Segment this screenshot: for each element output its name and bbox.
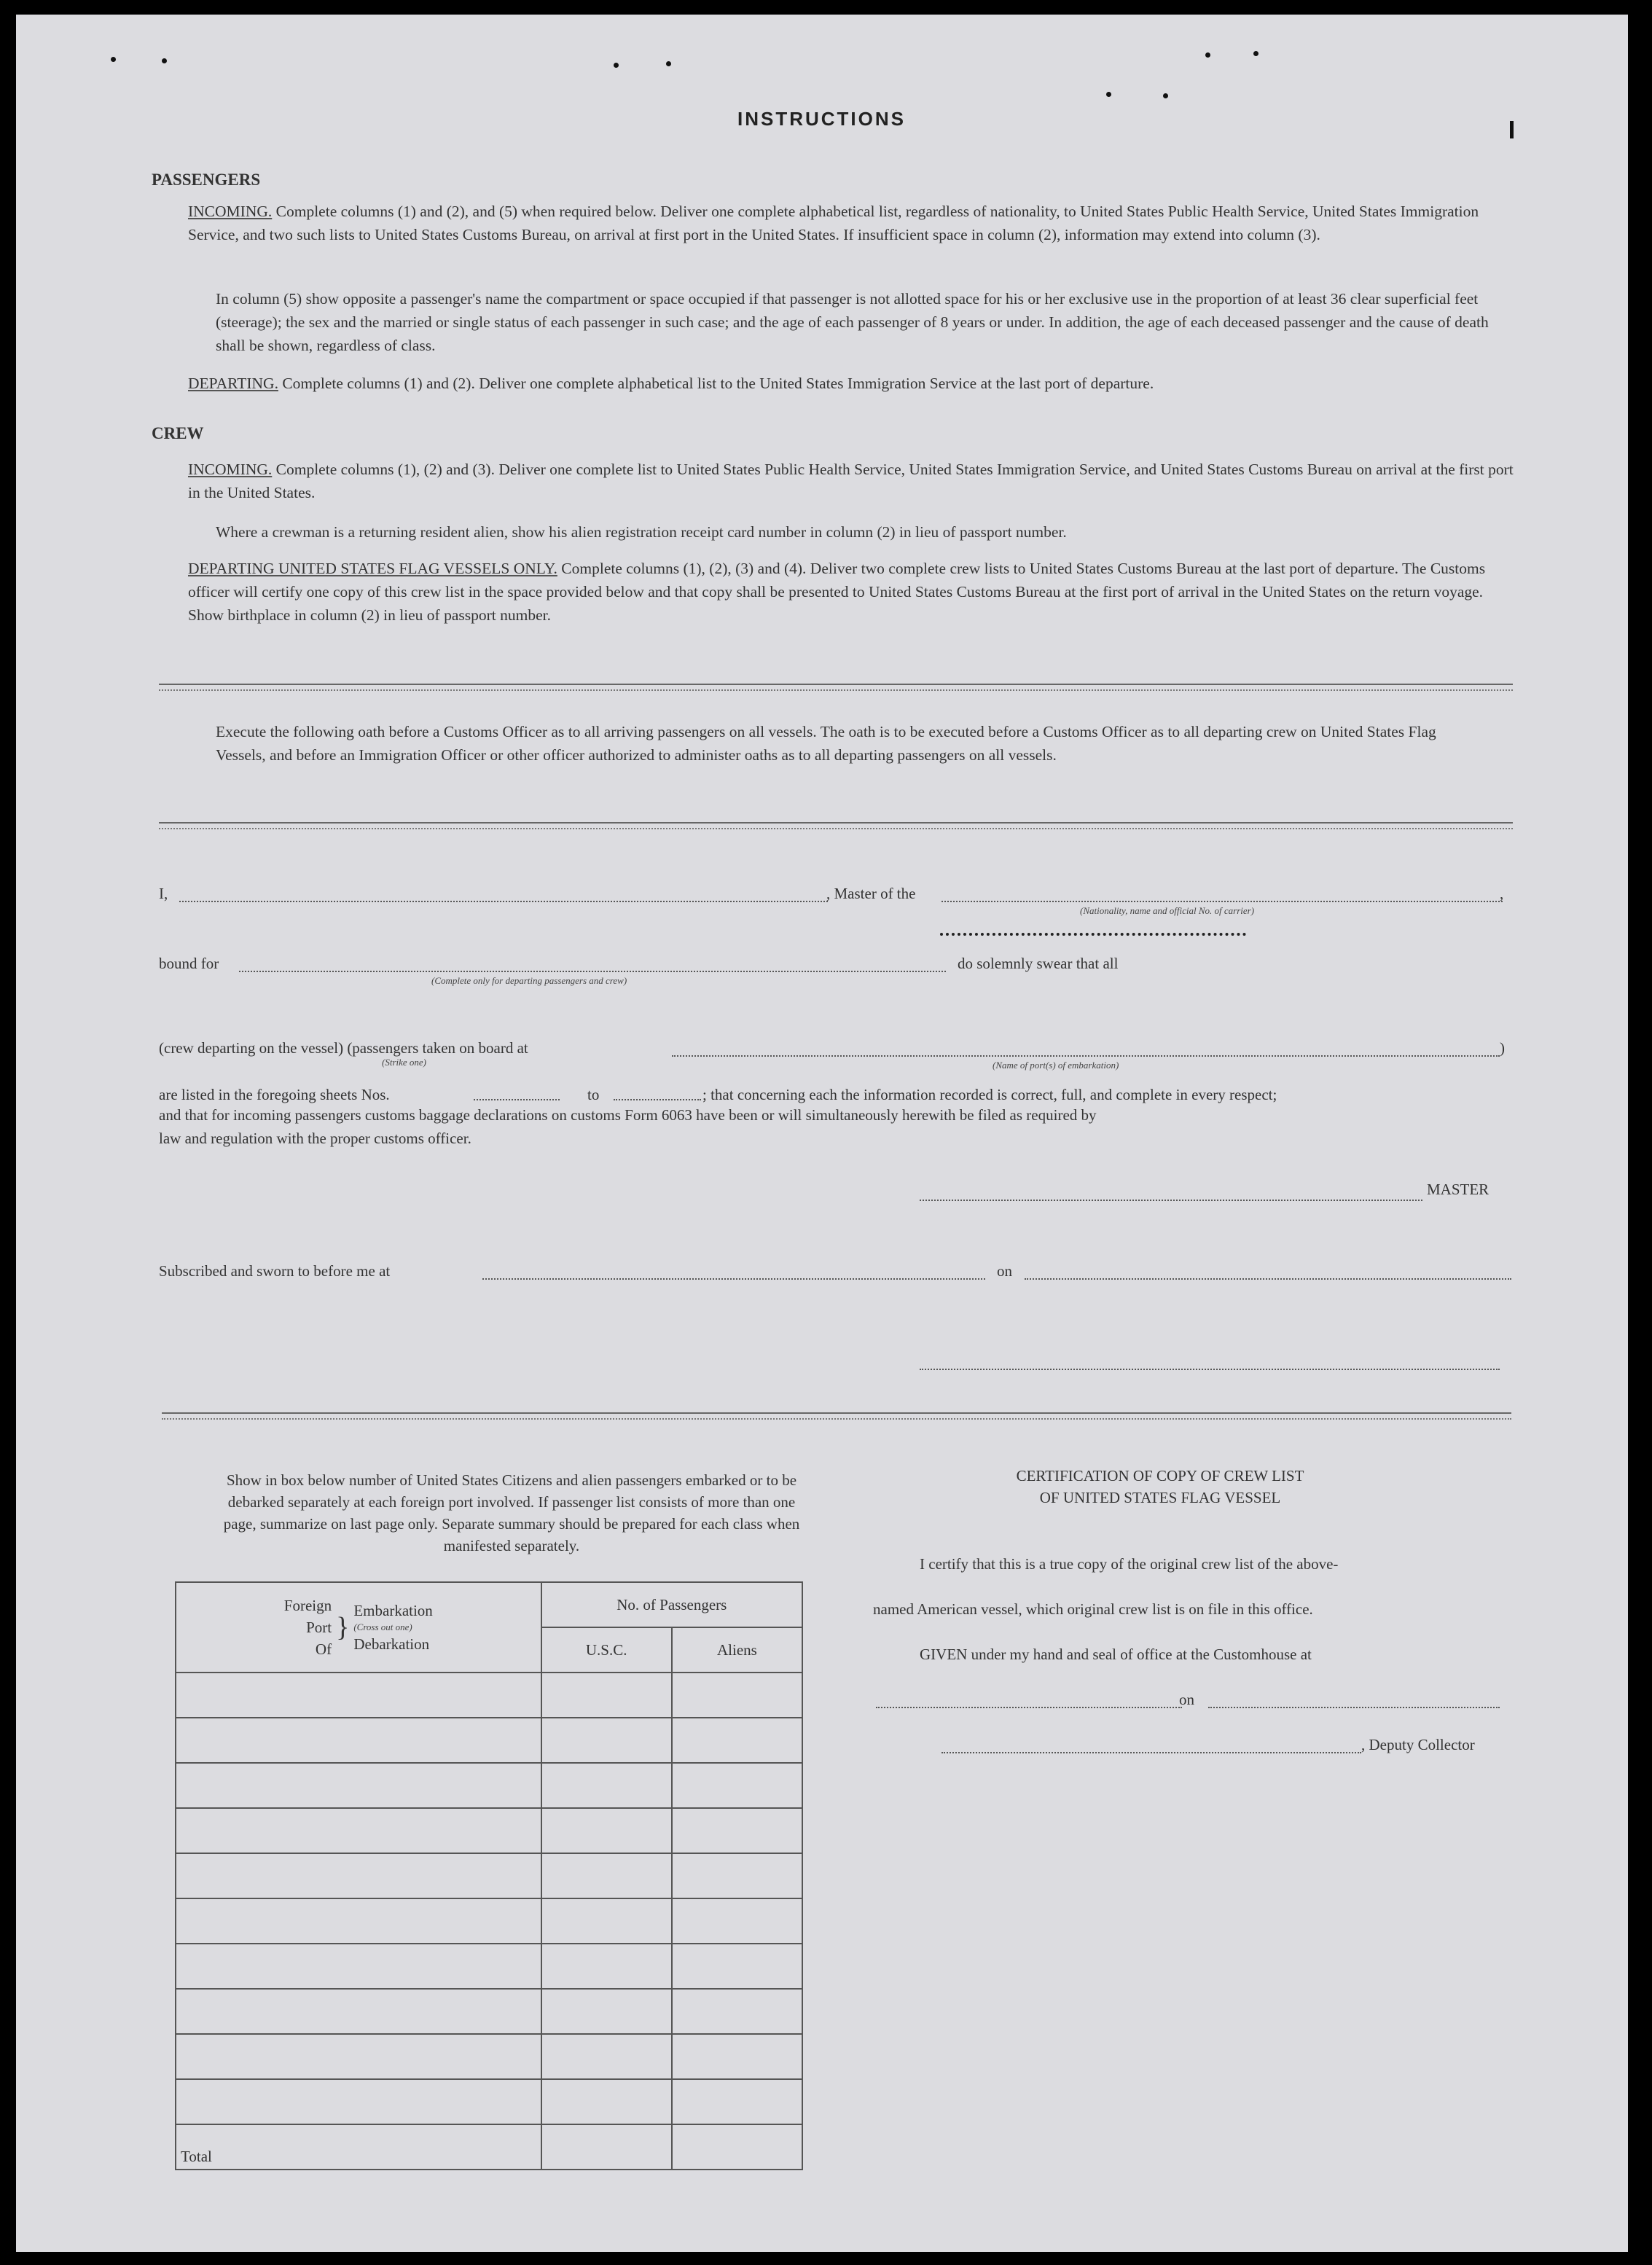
brace-icon: } <box>336 1612 350 1643</box>
aliens-cell[interactable] <box>672 1718 802 1763</box>
officer-signature-line[interactable] <box>920 1369 1500 1370</box>
aliens-cell[interactable] <box>672 1898 802 1944</box>
usc-cell[interactable] <box>541 2079 672 2124</box>
master-of-label: , Master of the <box>826 885 916 902</box>
baggage-declaration-text: and that for incoming passengers customs baggage declarations on customs Form 6063 have been or will simultaneously herewith be filed as required by <box>159 1106 1097 1124</box>
scan-dots <box>940 933 1246 936</box>
usc-cell[interactable] <box>541 1808 672 1853</box>
passengers-departing <box>188 372 1514 395</box>
passengers-column5-note: In column (5) show opposite a passenger's name the compartment or space occupied if that passenger is not allotted space for his or her exclusive use in the proportion of at least 36 clear superficial feet (steerage); the sex and the married or single status of each passenger in such case; and the age of each passenger of 8 years or under. In addition, the age of each deceased passenger and the cause of death shall be shown, regardless of class. <box>216 290 1489 354</box>
aliens-cell[interactable] <box>672 1944 802 1989</box>
page-title: INSTRUCTIONS <box>737 108 906 130</box>
port-cell[interactable] <box>176 1763 541 1808</box>
table-row <box>176 1763 802 1808</box>
certify-date-field[interactable] <box>1208 1707 1500 1708</box>
regulation-text: law and regulation with the proper customs officer. <box>159 1130 471 1147</box>
certify-line-2: named American vessel, which original crew list is on file in this office. <box>873 1600 1313 1618</box>
header-embarkation: Embarkation <box>353 1602 433 1619</box>
port-cell[interactable] <box>176 1989 541 2034</box>
aliens-cell[interactable] <box>672 2034 802 2079</box>
bound-for-field[interactable] <box>239 971 946 972</box>
aliens-cell[interactable] <box>672 1763 802 1808</box>
crew-departing <box>188 557 1514 627</box>
certify-on-label: on <box>1179 1691 1194 1708</box>
certification-heading <box>847 1465 1473 1509</box>
table-row <box>176 1853 802 1898</box>
master-signature-line[interactable] <box>920 1200 1422 1201</box>
customhouse-field[interactable] <box>876 1707 1182 1708</box>
master-label: MASTER <box>1427 1181 1489 1198</box>
port-cell[interactable] <box>176 1898 541 1944</box>
passengers-incoming <box>188 200 1514 246</box>
total-aliens-cell[interactable] <box>672 2124 802 2170</box>
carrier-field[interactable] <box>942 901 1503 902</box>
usc-cell[interactable] <box>541 1718 672 1763</box>
crew-incoming <box>188 458 1514 504</box>
scan-speck <box>1163 93 1168 98</box>
scan-mark <box>1510 121 1514 138</box>
crew-departing-label: DEPARTING UNITED STATES FLAG VESSELS ONLY. <box>188 560 557 577</box>
subscribed-label: Subscribed and sworn to before me at <box>159 1262 391 1280</box>
port-cell[interactable] <box>176 1808 541 1853</box>
port-header-cell <box>176 1582 541 1673</box>
scan-speck <box>1253 51 1258 56</box>
sheet-to-field[interactable] <box>614 1099 701 1100</box>
sheets-to: to <box>587 1086 600 1103</box>
port-cell[interactable] <box>176 1944 541 1989</box>
crew-incoming-text: Complete columns (1), (2) and (3). Deliver one complete list to United States Public Health Service, United States Immigration Service, and United States Customs Bureau on arrival at the first port in the United States. <box>188 461 1514 501</box>
passenger-summary-table <box>175 1581 803 2170</box>
usc-cell[interactable] <box>541 1944 672 1989</box>
crew-heading: CREW <box>152 424 204 442</box>
aliens-cell[interactable] <box>672 1673 802 1718</box>
sheet-from-field[interactable] <box>474 1099 560 1100</box>
sheets-statement <box>159 1083 1514 1106</box>
section-divider <box>162 1412 1511 1420</box>
scan-speck <box>666 61 671 66</box>
port-cell[interactable] <box>176 1718 541 1763</box>
table-row <box>176 2079 802 2124</box>
strike-one-note: (Strike one) <box>382 1057 427 1068</box>
header-port: Port <box>306 1619 332 1636</box>
table-row <box>176 1808 802 1853</box>
carrier-comma: , <box>1500 885 1504 902</box>
usc-cell[interactable] <box>541 1853 672 1898</box>
aliens-cell[interactable] <box>672 1989 802 2034</box>
total-usc-cell[interactable] <box>541 2124 672 2170</box>
port-cell[interactable] <box>176 1673 541 1718</box>
scan-speck <box>1106 92 1111 97</box>
master-name-field[interactable] <box>179 901 828 902</box>
certification-heading-line2: OF UNITED STATES FLAG VESSEL <box>1039 1489 1281 1506</box>
port-cell[interactable] <box>176 1853 541 1898</box>
scan-speck <box>111 57 116 62</box>
crew-incoming-label: INCOMING. <box>188 461 273 478</box>
port-cell[interactable] <box>176 2079 541 2124</box>
scan-speck <box>1205 52 1210 58</box>
header-aliens: Aliens <box>672 1627 802 1673</box>
aliens-cell[interactable] <box>672 1853 802 1898</box>
sworn-on-label: on <box>997 1262 1012 1280</box>
table-row <box>176 1944 802 1989</box>
usc-cell[interactable] <box>541 1989 672 2034</box>
oath-instruction: Execute the following oath before a Customs Officer as to all arriving passengers on all vessels. The oath is to be executed before a Customs Officer as to all departing crew on United States Flag Vessels, and before an Immigration Officer or other officer authorized to administer oaths as to all departing passengers on all vessels. <box>216 723 1436 764</box>
header-no-passengers: No. of Passengers <box>541 1582 802 1627</box>
carrier-field-note: (Nationality, name and official No. of carrier) <box>1080 905 1255 916</box>
certification-heading-line1: CERTIFICATION OF COPY OF CREW LIST <box>1016 1467 1304 1484</box>
usc-cell[interactable] <box>541 1898 672 1944</box>
sheets-text-a: are listed in the foregoing sheets Nos. <box>159 1086 390 1103</box>
crew-passengers-text: (crew departing on the vessel) (passengers taken on board at <box>159 1039 528 1057</box>
port-cell[interactable] <box>176 2034 541 2079</box>
usc-cell[interactable] <box>541 2034 672 2079</box>
embarkation-ports-field[interactable] <box>672 1055 1500 1057</box>
passengers-departing-text: Complete columns (1) and (2). Deliver one complete alphabetical list to the United States Immigration Service at the last port of departure. <box>282 375 1154 392</box>
header-usc: U.S.C. <box>541 1627 672 1673</box>
certify-line-3: GIVEN under my hand and seal of office at the Customhouse at <box>920 1646 1312 1663</box>
deputy-collector-signature[interactable] <box>942 1752 1361 1753</box>
swear-text: do solemnly swear that all <box>958 955 1119 972</box>
summary-instruction: Show in box below number of United States Citizens and alien passengers embarked or to be debarked separately at each foreign port involved. If passenger list consists of more than one page, summarize on last page only. Separate summary should be prepared for each class when manifested separately. <box>223 1471 800 1554</box>
header-debarkation: Debarkation <box>353 1635 430 1653</box>
certify-line-1: I certify that this is a true copy of the original crew list of the above- <box>920 1555 1339 1573</box>
passengers-heading: PASSENGERS <box>152 171 261 189</box>
usc-cell[interactable] <box>541 1673 672 1718</box>
table-row <box>176 1673 802 1718</box>
passengers-incoming-label: INCOMING. <box>188 203 273 220</box>
close-paren: ) <box>1500 1039 1505 1057</box>
section-divider <box>159 684 1513 691</box>
table-row <box>176 1898 802 1944</box>
aliens-cell[interactable] <box>672 1808 802 1853</box>
sheets-text-b: ; that concerning each the information recorded is correct, full, and complete in every respect; <box>702 1086 1277 1103</box>
table-row <box>176 2034 802 2079</box>
aliens-cell[interactable] <box>672 2079 802 2124</box>
scan-speck <box>162 58 167 63</box>
table-row <box>176 1718 802 1763</box>
oath-i-label: I, <box>159 885 168 902</box>
sworn-date-field[interactable] <box>1025 1278 1511 1280</box>
deputy-collector-label: , Deputy Collector <box>1361 1736 1475 1753</box>
passengers-incoming-text: Complete columns (1) and (2), and (5) when required below. Deliver one complete alphabetical list, regardless of nationality, to United States Public Health Service, United States Immigration Service, and two such lists to United States Customs Bureau, on arrival at first port in the United States. If insufficient space in column (2), information may extend into column (3). <box>188 203 1479 243</box>
ports-note: (Name of port(s) of embarkation) <box>993 1060 1119 1071</box>
usc-cell[interactable] <box>541 1763 672 1808</box>
sworn-place-field[interactable] <box>482 1278 985 1280</box>
section-divider <box>159 822 1513 829</box>
total-label: Total <box>176 2124 541 2170</box>
header-foreign: Foreign <box>283 1597 332 1614</box>
header-cross-out-one: (Cross out one) <box>353 1622 412 1632</box>
crew-departing-text: Complete columns (1), (2), (3) and (4). Deliver two complete crew lists to United States Customs Bureau at the last port of departure. The Customs officer will certify one copy of this crew list in the space provided below and that copy shall be presented to United States Customs Bureau at the first port of arrival in the United States on the return voyage. Show birthplace in column (2) in lieu of passport number. <box>188 560 1486 624</box>
passengers-departing-label: DEPARTING. <box>188 375 278 392</box>
crew-resident-alien-note: Where a crewman is a returning resident alien, show his alien registration receipt card number in column (2) in lieu of passport number. <box>216 523 1067 541</box>
bound-for-note: (Complete only for departing passengers and crew) <box>431 975 627 986</box>
bound-for-label: bound for <box>159 955 219 972</box>
table-row-total <box>176 2124 802 2170</box>
table-row <box>176 1989 802 2034</box>
document-page <box>16 15 1628 2252</box>
scan-speck <box>614 63 619 68</box>
header-of: Of <box>315 1640 332 1658</box>
